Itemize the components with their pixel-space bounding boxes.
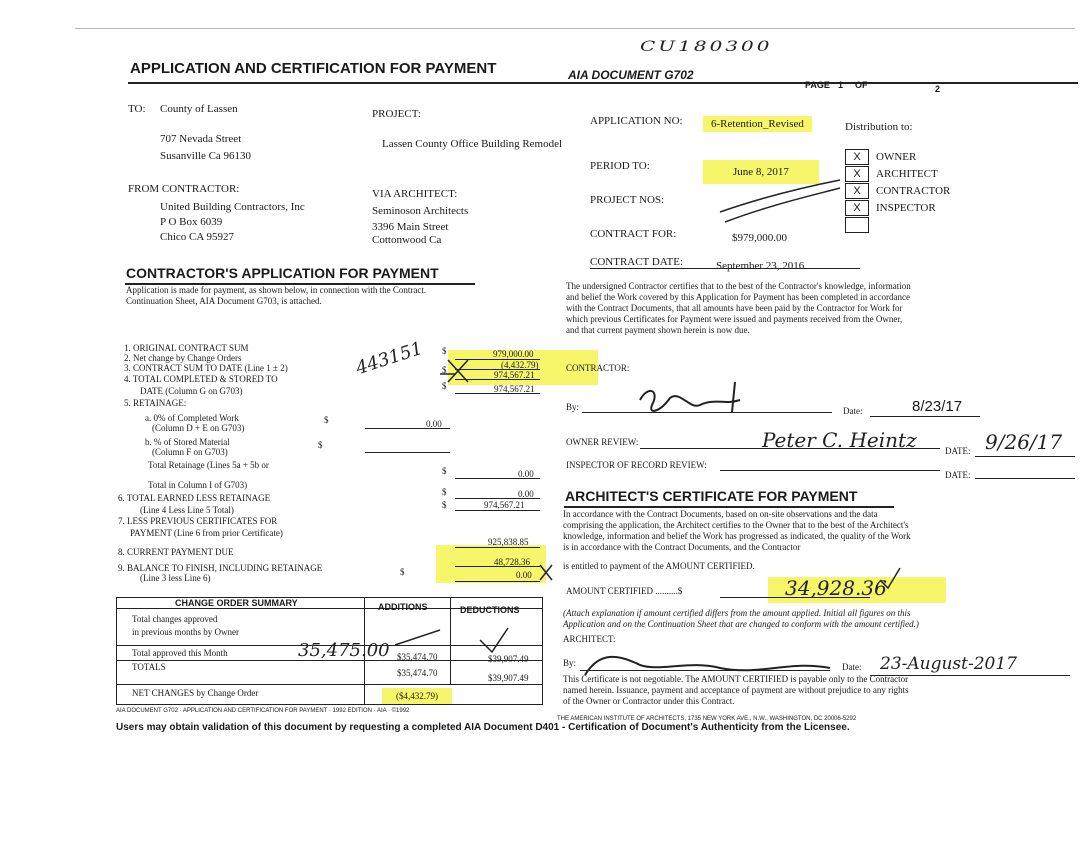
line-5-total-b: Total in Column I of G703) xyxy=(148,480,248,490)
project-name: Lassen County Office Building Remodel xyxy=(382,138,563,150)
owner-address-2: Susanville Ca 96130 xyxy=(160,150,252,162)
via-label: VIA ARCHITECT: xyxy=(372,188,458,200)
line-4-label-a: 4. TOTAL COMPLETED & STORED TO xyxy=(124,374,278,384)
line-1-label: 1. ORIGINAL CONTRACT SUM xyxy=(124,343,249,353)
footer-right-small: THE AMERICAN INSTITUTE OF ARCHITECTS, 1735 NEW YORK AVE., N.W., WASHINGTON, DC 20006-5292 xyxy=(557,716,857,722)
page-total: 2 xyxy=(935,84,941,94)
dist-contractor-label: CONTRACTOR xyxy=(876,185,951,197)
inspector-review-label: INSPECTOR OF RECORD REVIEW: xyxy=(566,460,707,470)
architect-address-1: 3396 Main Street xyxy=(372,221,449,233)
line-6-value: 0.00 xyxy=(518,489,534,499)
net-changes-value: ($4,432.79) xyxy=(382,688,452,704)
entitled-text: is entitled to payment of the AMOUNT CERTIFIED. xyxy=(563,561,755,571)
dollar-9: $ xyxy=(400,567,405,577)
architect-address-2: Cottonwood Ca xyxy=(372,234,442,246)
contract-date-value: September 23, 2016 xyxy=(716,260,805,272)
line-2-value: (4,432.79) xyxy=(501,360,539,370)
line-5b-label: b. % of Stored Material xyxy=(145,437,230,447)
col-deductions: DEDUCTIONS xyxy=(460,605,520,615)
period-to: June 8, 2017 xyxy=(703,160,819,184)
dollar-5b: $ xyxy=(318,440,323,450)
line-5a-label: a. 0% of Completed Work xyxy=(145,413,239,423)
dist-box-architect[interactable]: X xyxy=(845,166,869,182)
line-3-label: 3. CONTRACT SUM TO DATE (Line 1 ± 2) xyxy=(124,363,288,373)
co-row-2-additions: $35,474.70 xyxy=(397,652,438,662)
architect-date: 23-August-2017 xyxy=(880,654,1017,674)
architect-by-label: By: xyxy=(563,658,577,668)
line-5-label: 5. RETAINAGE: xyxy=(124,398,187,408)
app-no-label: APPLICATION NO: xyxy=(590,115,683,127)
attach-explanation: (Attach explanation if amount certified differs from the amount applied. Initial all figures on this Application and on the Continuation Sheet that are changed to conform with the amount certified.) xyxy=(563,608,919,629)
owner-name: County of Lassen xyxy=(160,103,238,115)
line-6b-value: 974,567.21 xyxy=(484,500,525,510)
line-9-label-b: (Line 3 less Line 6) xyxy=(140,573,211,583)
co-handwritten-additions: 35,475.00 xyxy=(298,640,390,661)
line-2-label: 2. Net change by Change Orders xyxy=(124,353,242,363)
dollar-5a: $ xyxy=(324,415,329,425)
architect-label: ARCHITECT: xyxy=(563,634,616,644)
distribution-label: Distribution to: xyxy=(845,121,913,133)
contractor-address-2: Chico CA 95927 xyxy=(160,231,234,243)
owner-review-label: OWNER REVIEW: xyxy=(566,437,639,447)
period-label: PERIOD TO: xyxy=(590,160,650,172)
line-4-value: 974,567.21 xyxy=(494,384,535,394)
architect-date-label: Date: xyxy=(842,662,862,672)
line-8-label: 8. CURRENT PAYMENT DUE xyxy=(118,547,234,557)
contract-for-label: CONTRACT FOR: xyxy=(590,228,677,240)
page-label: PAGE xyxy=(805,80,830,90)
of-label: OF xyxy=(855,80,868,90)
co-totals-label: TOTALS xyxy=(132,662,166,672)
change-order-title: CHANGE ORDER SUMMARY xyxy=(175,598,298,608)
dollar-6b: $ xyxy=(442,500,447,510)
line-9-value: 0.00 xyxy=(516,570,532,580)
dist-box-inspector[interactable]: X xyxy=(845,200,869,216)
col-additions: ADDITIONS xyxy=(378,602,428,612)
dollar-5t: $ xyxy=(442,466,447,476)
co-row-1a: Total changes approved xyxy=(132,614,218,624)
footer-left-small: AIA DOCUMENT G702 · APPLICATION AND CERTIFICATION FOR PAYMENT · 1992 EDITION · AIA · ©1992 xyxy=(116,708,410,714)
owner-address-1: 707 Nevada Street xyxy=(160,133,242,145)
contractor-address-1: P O Box 6039 xyxy=(160,216,223,228)
amount-certified-label: AMOUNT CERTIFIED ..........$ xyxy=(566,586,683,596)
owner-signature: Peter C. Heintz xyxy=(762,428,917,452)
architect-certificate-heading: ARCHITECT'S CERTIFICATE FOR PAYMENT xyxy=(565,488,858,504)
dist-owner-label: OWNER xyxy=(876,151,917,163)
dollar-1: $ xyxy=(442,346,447,356)
document-title: APPLICATION AND CERTIFICATION FOR PAYMENT xyxy=(130,60,497,77)
contract-for-value: $979,000.00 xyxy=(732,232,787,244)
contractor-name: United Building Contractors, Inc xyxy=(160,201,305,213)
line-8-value: 48,728.36 xyxy=(494,557,530,567)
line-7-value: 925,838.85 xyxy=(488,537,529,547)
project-label: PROJECT: xyxy=(372,108,421,120)
owner-review-date: 9/26/17 xyxy=(985,430,1063,454)
app-no: 6-Retention_Revised xyxy=(703,116,812,132)
contractor-date: 8/23/17 xyxy=(912,398,963,415)
line-5-total-value: 0.00 xyxy=(518,469,534,479)
dollar-6: $ xyxy=(442,487,447,497)
line-9-label-a: 9. BALANCE TO FINISH, INCLUDING RETAINAGE xyxy=(118,563,323,573)
amount-certified-value: 34,928.36 xyxy=(785,576,887,600)
line-5a-sub: (Column D + E on G703) xyxy=(152,423,245,433)
line-6-label-a: 6. TOTAL EARNED LESS RETAINAGE xyxy=(118,493,271,503)
contractor-label: CONTRACTOR: xyxy=(566,363,630,373)
line-5a-value: 0.00 xyxy=(426,419,442,429)
from-label: FROM CONTRACTOR: xyxy=(128,183,240,195)
co-row-1b: in previous months by Owner xyxy=(132,627,239,637)
contract-date-label: CONTRACT DATE: xyxy=(590,256,683,268)
line-5-total-a: Total Retainage (Lines 5a + 5b or xyxy=(148,460,269,470)
page-number: 1 xyxy=(838,80,844,90)
dollar-3: $ xyxy=(442,365,447,375)
co-totals-deductions: $39,907.49 xyxy=(488,673,529,683)
line-4-label-b: DATE (Column G on G703) xyxy=(140,386,243,396)
architect-certificate-text: In accordance with the Contract Documents, based on on-site observations and the data comprising the application, the Architect certifies to the Owner that to the best of the Architect's knowledge, information and belief the Work has progressed as indicated, the quality of the Work is in accordance with the Contract Documents, and the Contractor xyxy=(563,509,911,552)
project-nos-label: PROJECT NOS: xyxy=(590,194,665,206)
to-label: TO: xyxy=(128,103,146,115)
line-6-label-b: (Line 4 Less Line 5 Total) xyxy=(140,505,234,515)
dist-inspector-label: INSPECTOR xyxy=(876,202,936,214)
owner-date-label: DATE: xyxy=(945,446,971,456)
contractor-date-label: Date: xyxy=(843,406,863,416)
line-3-value: 974,567.21 xyxy=(494,370,535,380)
dist-architect-label: ARCHITECT xyxy=(876,168,938,180)
dist-box-contractor[interactable]: X xyxy=(845,183,869,199)
certificate-notice: This Certificate is not negotiable. The AMOUNT CERTIFIED is payable only to the Contractor named herein. Issuance, payment and acceptance of payment are without prejudice to any rights of the Owner or Contractor under this Contract. xyxy=(563,674,909,706)
application-intro: Application is made for payment, as shown below, in connection with the Contract. Continuation Sheet, AIA Document G703, is attached. xyxy=(126,285,427,306)
inspector-date-label: DATE: xyxy=(945,470,971,480)
line-7-label-b: PAYMENT (Line 6 from prior Certificate) xyxy=(130,528,283,538)
footer-notice: Users may obtain validation of this document by requesting a completed AIA Document D401 - Certification of Document's Authenticity from the Licensee. xyxy=(116,722,850,733)
line-7-label-a: 7. LESS PREVIOUS CERTIFICATES FOR xyxy=(118,516,278,526)
net-changes-label: NET CHANGES by Change Order xyxy=(132,688,259,698)
architect-name: Seminoson Architects xyxy=(372,205,469,217)
handwritten-code: CU180300 xyxy=(640,37,773,55)
line-5b-sub: (Column F on G703) xyxy=(152,447,228,457)
contractor-by-label: By: xyxy=(566,402,580,412)
contractor-application-heading: CONTRACTOR'S APPLICATION FOR PAYMENT xyxy=(126,265,439,281)
line-1-value: 979,000.00 xyxy=(493,349,534,359)
contractor-certification: The undersigned Contractor certifies that to the best of the Contractor's knowledge, information and belief the Work covered by this Application for Payment has been completed in accordance with the Contract Documents, that all amounts have been paid by the Contractor for Work for which previous Certificates for Payment were issued and payments received from the Owner, and that current payment shown herein is now due. xyxy=(566,281,911,335)
co-row-2-deductions: $39,907.49 xyxy=(488,654,529,664)
co-row-2: Total approved this Month xyxy=(132,648,228,658)
handwritten-contract-sum: 443151 xyxy=(353,337,426,380)
dollar-4: $ xyxy=(442,381,447,391)
dist-box-owner[interactable]: X xyxy=(845,149,869,165)
co-totals-additions: $35,474.70 xyxy=(397,668,438,678)
document-id: AIA DOCUMENT G702 xyxy=(568,68,694,82)
